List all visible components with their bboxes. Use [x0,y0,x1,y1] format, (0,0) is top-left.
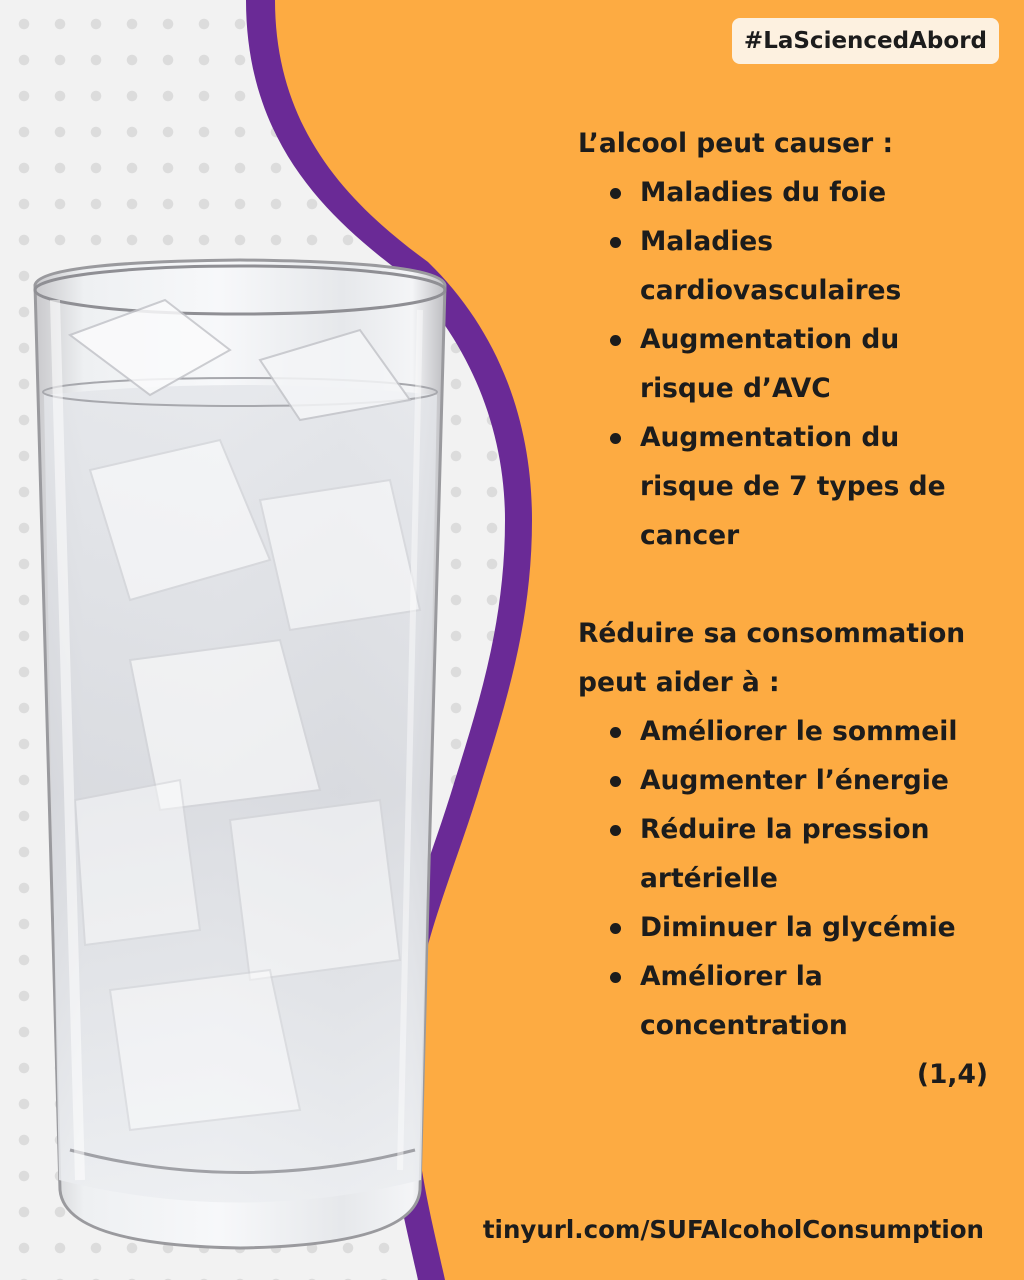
risk-list [578,168,998,560]
citation: (1,4) [916,1059,988,1090]
bullet-icon [610,776,621,787]
list-item [640,952,998,1050]
list-item-text: Augmenter l’énergie [640,765,949,796]
list-item [640,168,998,217]
list-item-text: Maladies du foie [640,177,887,208]
hashtag-badge: #LaSciencedAbord [732,18,999,64]
bullet-icon [610,188,621,199]
bullet-icon [610,335,621,346]
bullet-icon [610,727,621,738]
bullet-icon [610,972,621,983]
heading-line: Réduire sa consommation [578,618,966,649]
section2-heading [578,609,998,707]
list-item-text: Améliorer le sommeil [640,716,958,747]
heading-line: peut aider à : [578,667,780,698]
list-item-text: artérielle [640,863,778,894]
list-item-text: risque d’AVC [640,373,831,404]
bullet-icon [610,825,621,836]
list-item-text: Améliorer la [640,961,823,992]
benefit-list [578,707,998,1050]
list-item-text: Augmentation du [640,324,900,355]
list-item [640,413,998,560]
list-item-text: concentration [640,1010,848,1041]
list-item-text: Augmentation du [640,422,900,453]
list-item [640,217,998,315]
list-item [640,707,998,756]
list-item-text: cancer [640,520,740,551]
list-item-text: Maladies [640,226,774,257]
bullet-icon [610,237,621,248]
section1-heading: L’alcool peut causer : [578,128,894,159]
list-item [640,756,998,805]
main-text [578,119,998,1099]
list-item [640,315,998,413]
list-item-text: Diminuer la glycémie [640,912,956,943]
list-item [640,805,998,903]
list-item [640,903,998,952]
list-item-text: cardiovasculaires [640,275,902,306]
source-link[interactable]: tinyurl.com/SUFAlcoholConsumption [482,1215,984,1244]
list-item-text: Réduire la pression [640,814,930,845]
bullet-icon [610,923,621,934]
water-glass-illustration [35,260,445,1248]
list-item-text: risque de 7 types de [640,471,946,502]
bullet-icon [610,433,621,444]
